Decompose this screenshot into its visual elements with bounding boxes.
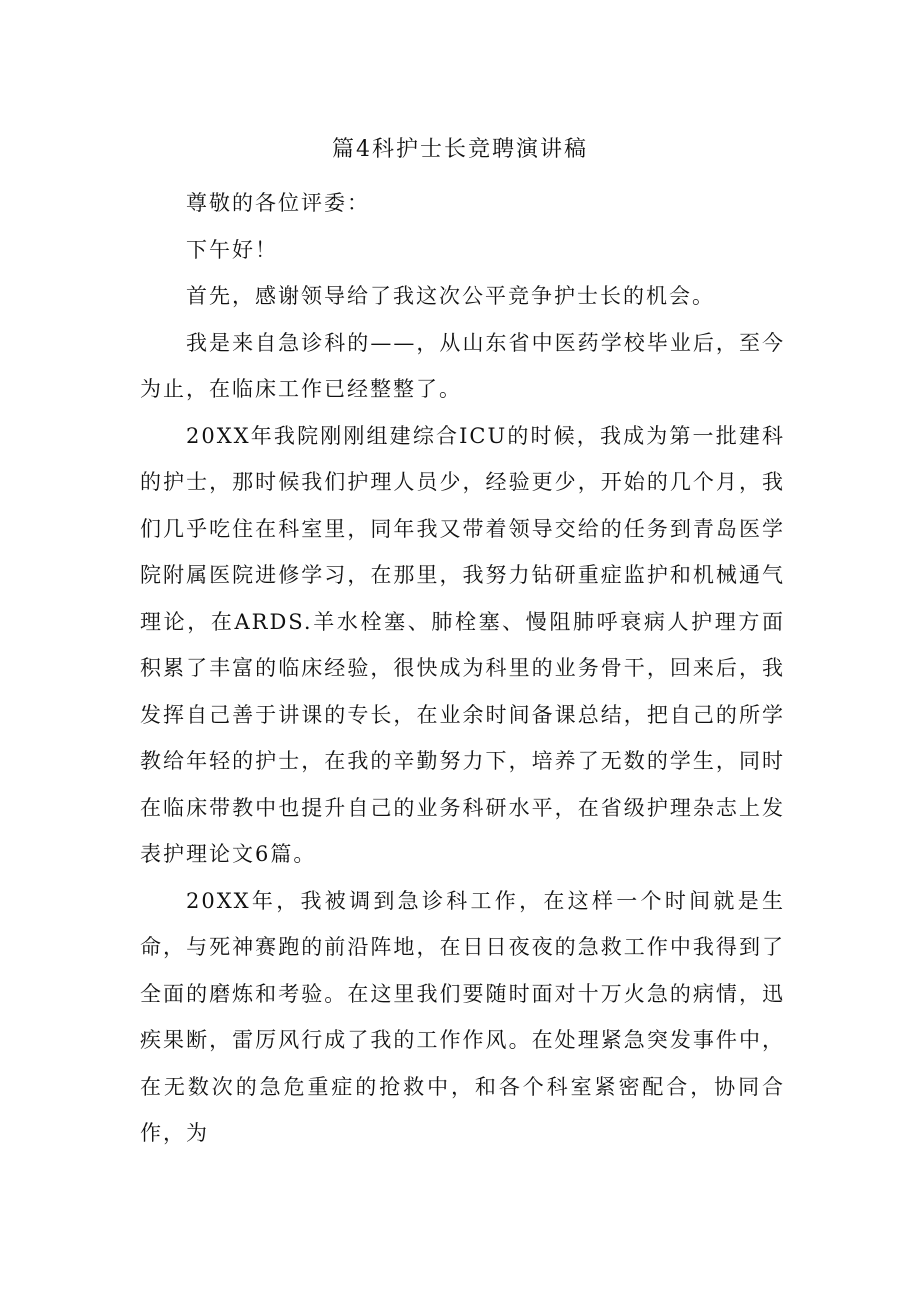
document-title: 篇4科护士长竞聘演讲稿 [332,137,588,162]
document-body [140,180,785,1157]
greeting: 下午好！ [186,237,278,262]
paragraph: 首先，感谢领导给了我这次公平竞争护士长的机会。 [186,284,715,308]
paragraph: 我是来自急诊科的——，从山东省中医药学校毕业后，至今为止，在临床工作已经整整了。 [140,330,785,401]
paragraph: 20XX年我院刚刚组建综合ICU的时候，我成为第一批建科的护士，那时候我们护理人员少，经验更少，开始的几个月，我们几乎吃住在科室里，同年我又带着领导交给的任务到青岛医学院附属医院进修学习，在那里，我努力钻研重症监护和机械通气理论，在ARDS.羊水栓塞、肺栓塞、慢阻肺呼衰病人护理方面积累了丰富的临床经验，很快成为科里的业务骨干，回来后，我发挥自己善于讲课的专长，在业余时间备课总结，把自己的所学教给年轻的护士，在我的辛勤努力下，培养了无数的学生，同时在临床带教中也提升自己的业务科研水平，在省级护理杂志上发表护理论文6篇。 [140,423,785,866]
paragraph: 20XX年，我被调到急诊科工作，在这样一个时间就是生命，与死神赛跑的前沿阵地，在日日夜夜的急救工作中我得到了全面的磨炼和考验。在这里我们要随时面对十万火急的病情，迅疾果断，雷厉风行成了我的工作作风。在处理紧急突发事件中，在无数次的急危重症的抢救中，和各个科室紧密配合，协同合作，为 [140,888,785,1145]
salutation: 尊敬的各位评委： [186,191,370,215]
